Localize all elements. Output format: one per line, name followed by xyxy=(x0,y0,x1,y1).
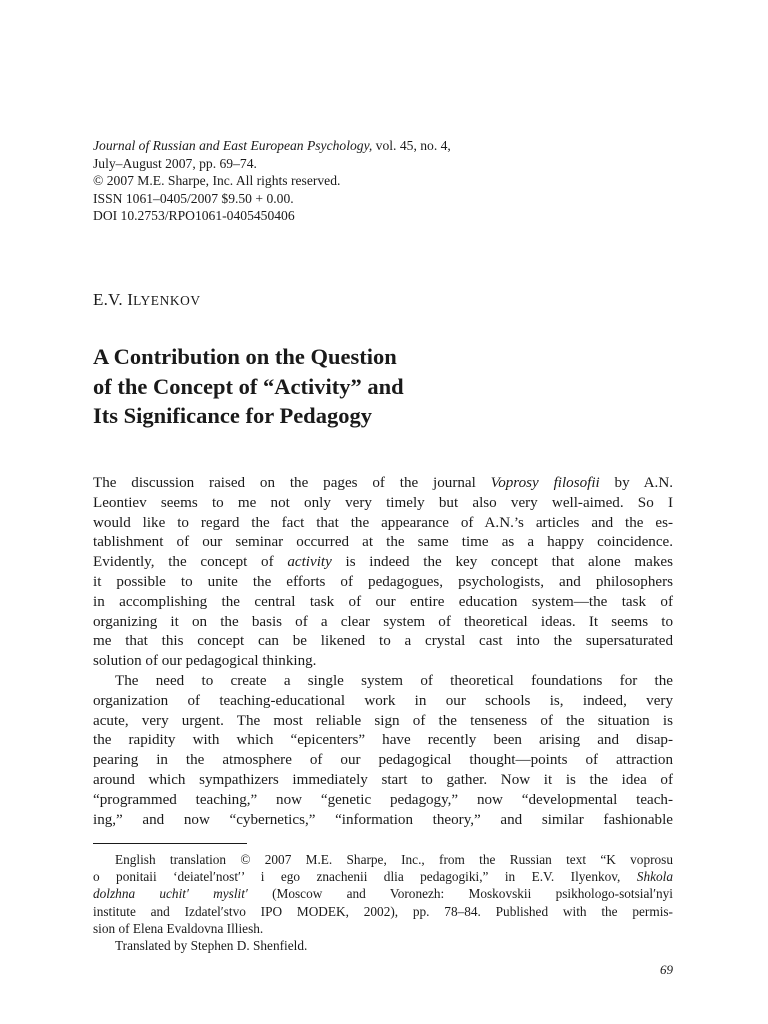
text-line: organization of teaching-educational work in our schools is, indeed, very xyxy=(93,692,673,709)
article-title xyxy=(93,342,404,431)
journal-name: Journal of Russian and East European Psychology, xyxy=(93,138,373,153)
journal-volume: vol. 45, no. 4, xyxy=(372,138,451,153)
text-line: around which sympathizers immediately start to gather. Now it is the idea of xyxy=(93,771,673,788)
text-line: The need to create a single system of theoretical foundations for the xyxy=(115,672,673,689)
emphasis: activity xyxy=(287,554,332,571)
text-run: is indeed the key concept that alone makes xyxy=(331,554,673,571)
author-surname: LYENKOV xyxy=(133,293,201,308)
text-line: Leontiev seems to me not only very timely but also very well-aimed. So I xyxy=(93,494,673,511)
footnote-divider xyxy=(93,843,247,844)
text-line: the rapidity with which “epicenters” have recently been arising and disap- xyxy=(93,732,673,749)
text-line xyxy=(93,553,673,573)
article-body xyxy=(93,474,673,830)
paragraph-1 xyxy=(93,474,673,672)
footnote-line: English translation © 2007 M.E. Sharpe, Inc., from the Russian text “K voprosu xyxy=(115,852,673,867)
author-initials: E.V. I xyxy=(93,290,134,309)
text-line: acute, very urgent. The most reliable sign of the tenseness of the situation is xyxy=(93,712,673,729)
journal-title-italic: Voprosy filosofii xyxy=(490,475,600,491)
text-line: “programmed teaching,” now “genetic pedagogy,” now “developmental teach- xyxy=(93,791,673,808)
citation-line-2: July–August 2007, pp. 69–74. xyxy=(93,155,257,171)
page-number: 69 xyxy=(660,962,673,977)
text-line: it possible to unite the efforts of pedagogues, psychologists, and philosophers xyxy=(93,573,673,590)
text-line: organizing it on the basis of a clear system of theoretical ideas. It seems to xyxy=(93,613,673,630)
copyright-line: © 2007 M.E. Sharpe, Inc. All rights reserved. xyxy=(93,173,341,188)
footnote-line: institute and Izdatel′stvo IPO MODEK, 2002), pp. 78–84. Published with the permis- xyxy=(93,903,673,919)
issn-line: ISSN 1061–0405/2007 $9.50 + 0.00. xyxy=(93,190,294,206)
title-line-1: A Contribution on the Question xyxy=(93,344,397,369)
author-name xyxy=(93,290,201,310)
translator-credit: Translated by Stephen D. Shenfield. xyxy=(115,938,308,954)
text-line xyxy=(93,474,673,494)
paragraph-2 xyxy=(93,672,673,830)
journal-citation-header xyxy=(93,137,451,225)
text-line: pearing in the atmosphere of our pedagogical thought—points of attraction xyxy=(93,752,673,769)
citation-line-1 xyxy=(93,137,451,155)
footnote-line xyxy=(93,868,673,885)
text-line: ing,” and now “cybernetics,” “information theory,” and similar fashionable xyxy=(93,811,673,828)
title-line-3: Its Significance for Pedagogy xyxy=(93,403,372,428)
translation-footnote xyxy=(93,851,673,954)
doi-line: DOI 10.2753/RPO1061-0405450406 xyxy=(93,208,295,223)
text-run: The discussion raised on the pages of the journal xyxy=(93,475,491,491)
title-line-2: of the Concept of “Activity” and xyxy=(93,373,404,399)
text-line: tablishment of our seminar occurred at the same time as a happy coincidence. xyxy=(93,534,673,551)
text-line: solution of our pedagogical thinking. xyxy=(93,653,317,670)
text-run: (Moscow and Voronezh: Moskovskii psikhologo-sotsial′nyi xyxy=(247,886,673,902)
text-run: Evidently, the concept of xyxy=(93,554,288,571)
text-line: in accomplishing the central task of our entire education system—the task of xyxy=(93,593,673,610)
book-title-italic: Shkola xyxy=(636,869,673,885)
text-run: by A.N. xyxy=(599,475,673,491)
text-run: o ponitaii ‘deiatel′nost′’ i ego znachenii dlia pedagogiki,” in E.V. Ilyenkov, xyxy=(93,869,637,885)
footnote-line: sion of Elena Evaldovna Illiesh. xyxy=(93,920,264,936)
text-line: would like to regard the fact that the appearance of A.N.’s articles and the es- xyxy=(93,514,673,531)
footnote-line xyxy=(93,885,673,902)
text-line: me that this concept can be likened to a crystal cast into the supersaturated xyxy=(93,633,673,650)
book-title-italic: dolzhna uchit′ myslit′ xyxy=(93,886,248,902)
